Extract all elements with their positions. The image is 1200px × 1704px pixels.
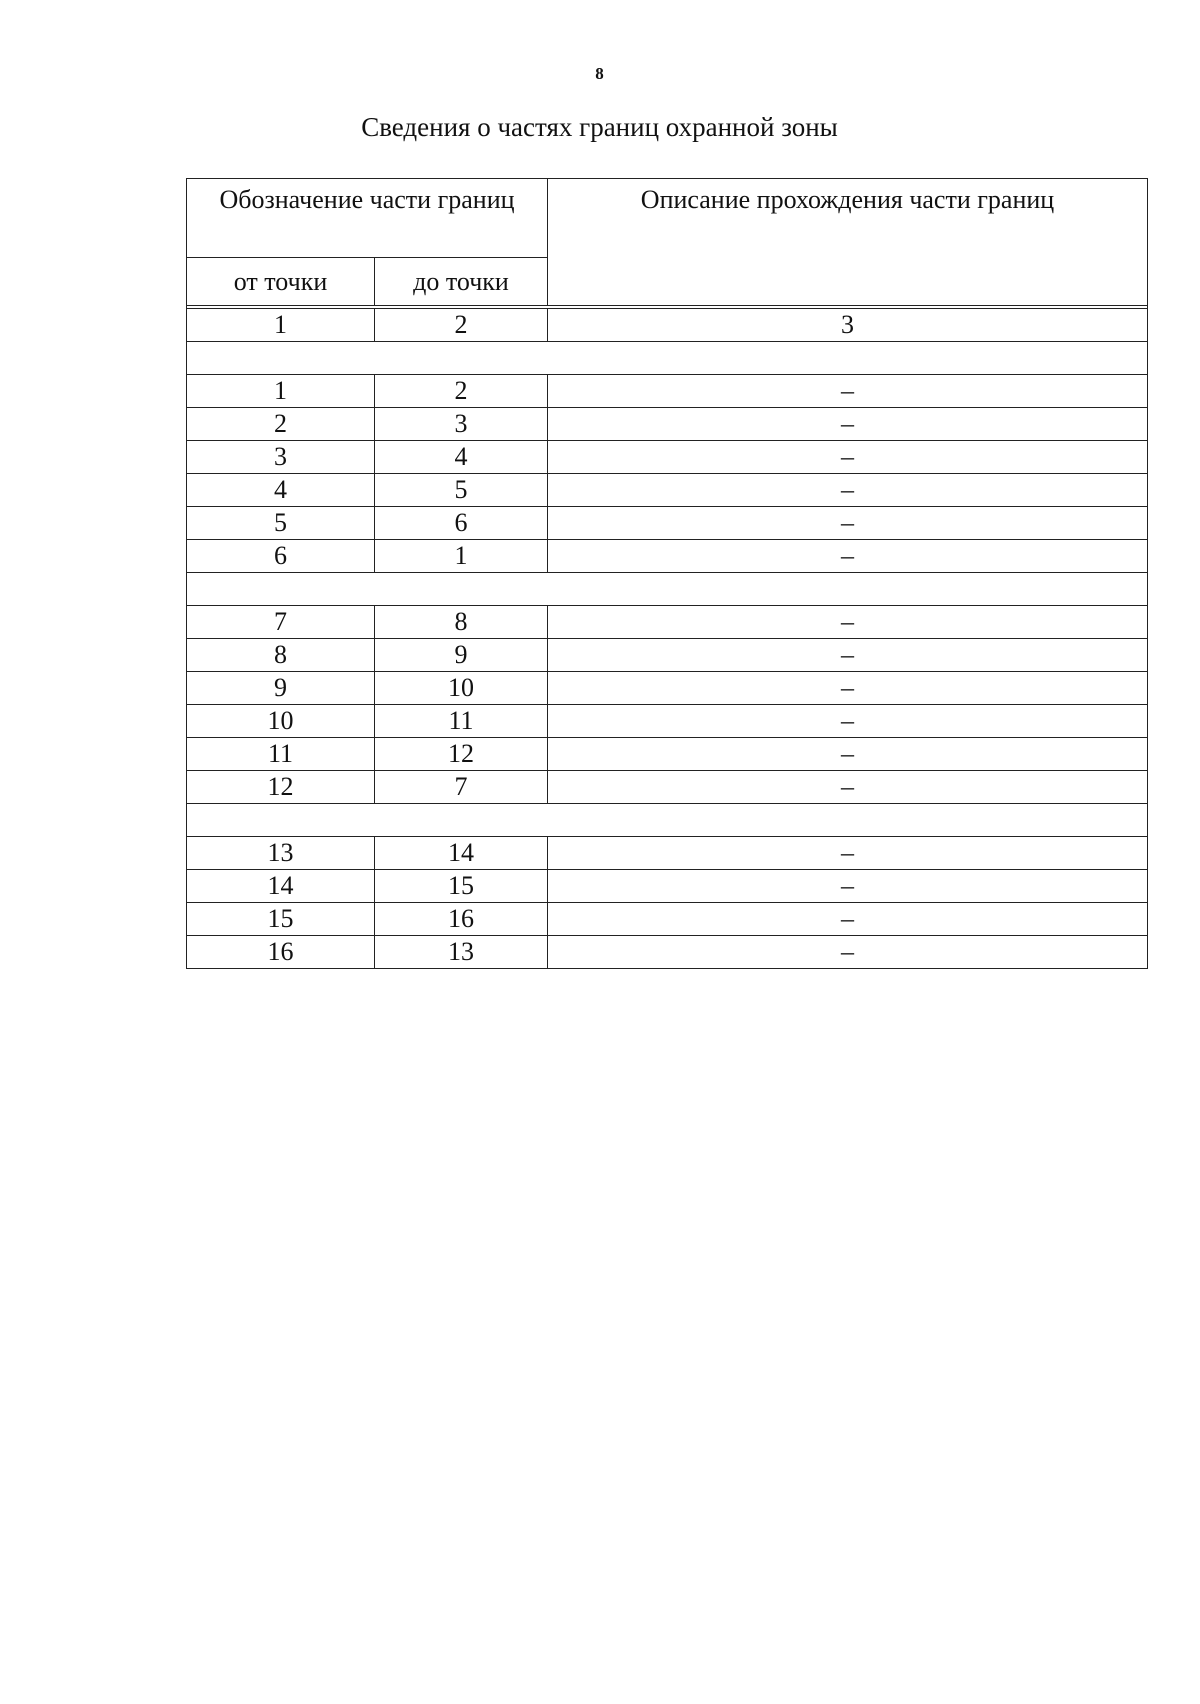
description-cell: – bbox=[548, 507, 1148, 540]
page-title: Сведения о частях границ охранной зоны bbox=[361, 112, 838, 142]
description-cell: – bbox=[548, 672, 1148, 705]
description-cell: – bbox=[548, 870, 1148, 903]
from-point-cell: 11 bbox=[187, 738, 375, 771]
table-header-row bbox=[187, 179, 1148, 258]
table-row bbox=[187, 903, 1148, 936]
section-separator-cell bbox=[187, 804, 1148, 837]
section-separator-row bbox=[187, 342, 1148, 375]
section-separator-row bbox=[187, 573, 1148, 606]
page-number: 8 bbox=[595, 64, 604, 83]
header-boundary-description: Описание прохождения части границ bbox=[548, 179, 1148, 306]
description-cell: – bbox=[548, 474, 1148, 507]
description-cell: – bbox=[548, 639, 1148, 672]
to-point-cell: 8 bbox=[375, 606, 548, 639]
table-row bbox=[187, 375, 1148, 408]
from-point-cell: 9 bbox=[187, 672, 375, 705]
to-point-cell: 2 bbox=[375, 375, 548, 408]
from-point-cell: 13 bbox=[187, 837, 375, 870]
from-point-cell: 12 bbox=[187, 771, 375, 804]
to-point-cell: 12 bbox=[375, 738, 548, 771]
table-body bbox=[187, 179, 1148, 969]
from-point-cell: 3 bbox=[187, 441, 375, 474]
table-row bbox=[187, 441, 1148, 474]
from-point-cell: 2 bbox=[187, 408, 375, 441]
from-point-cell: 15 bbox=[187, 903, 375, 936]
description-cell: – bbox=[548, 705, 1148, 738]
description-cell: – bbox=[548, 936, 1148, 969]
to-point-cell: 10 bbox=[375, 672, 548, 705]
table-row bbox=[187, 705, 1148, 738]
description-cell: – bbox=[548, 540, 1148, 573]
to-point-cell: 3 bbox=[375, 408, 548, 441]
from-point-cell: 4 bbox=[187, 474, 375, 507]
to-point-cell: 7 bbox=[375, 771, 548, 804]
table-row bbox=[187, 738, 1148, 771]
description-cell: – bbox=[548, 375, 1148, 408]
column-number-1: 1 bbox=[187, 309, 375, 342]
column-number-3: 3 bbox=[548, 309, 1148, 342]
to-point-cell: 13 bbox=[375, 936, 548, 969]
table-row bbox=[187, 870, 1148, 903]
from-point-cell: 7 bbox=[187, 606, 375, 639]
from-point-cell: 8 bbox=[187, 639, 375, 672]
table-row bbox=[187, 936, 1148, 969]
section-separator-cell bbox=[187, 342, 1148, 375]
to-point-cell: 15 bbox=[375, 870, 548, 903]
table-row bbox=[187, 837, 1148, 870]
description-cell: – bbox=[548, 771, 1148, 804]
table-row bbox=[187, 606, 1148, 639]
table-row bbox=[187, 507, 1148, 540]
from-point-cell: 16 bbox=[187, 936, 375, 969]
header-from-point: от точки bbox=[187, 258, 375, 306]
from-point-cell: 14 bbox=[187, 870, 375, 903]
boundary-parts-table bbox=[186, 178, 1148, 969]
to-point-cell: 4 bbox=[375, 441, 548, 474]
table-row bbox=[187, 540, 1148, 573]
description-cell: – bbox=[548, 837, 1148, 870]
section-separator-cell bbox=[187, 573, 1148, 606]
column-number-row bbox=[187, 309, 1148, 342]
description-cell: – bbox=[548, 903, 1148, 936]
from-point-cell: 1 bbox=[187, 375, 375, 408]
to-point-cell: 5 bbox=[375, 474, 548, 507]
to-point-cell: 6 bbox=[375, 507, 548, 540]
section-separator-row bbox=[187, 804, 1148, 837]
header-to-point: до точки bbox=[375, 258, 548, 306]
to-point-cell: 11 bbox=[375, 705, 548, 738]
to-point-cell: 16 bbox=[375, 903, 548, 936]
table-row bbox=[187, 672, 1148, 705]
table-row bbox=[187, 771, 1148, 804]
from-point-cell: 5 bbox=[187, 507, 375, 540]
header-boundary-part-designation: Обозначение части границ bbox=[187, 179, 548, 258]
to-point-cell: 14 bbox=[375, 837, 548, 870]
table-row bbox=[187, 639, 1148, 672]
description-cell: – bbox=[548, 738, 1148, 771]
from-point-cell: 10 bbox=[187, 705, 375, 738]
description-cell: – bbox=[548, 441, 1148, 474]
column-number-2: 2 bbox=[375, 309, 548, 342]
description-cell: – bbox=[548, 408, 1148, 441]
table-row bbox=[187, 408, 1148, 441]
from-point-cell: 6 bbox=[187, 540, 375, 573]
to-point-cell: 9 bbox=[375, 639, 548, 672]
description-cell: – bbox=[548, 606, 1148, 639]
table-row bbox=[187, 474, 1148, 507]
to-point-cell: 1 bbox=[375, 540, 548, 573]
